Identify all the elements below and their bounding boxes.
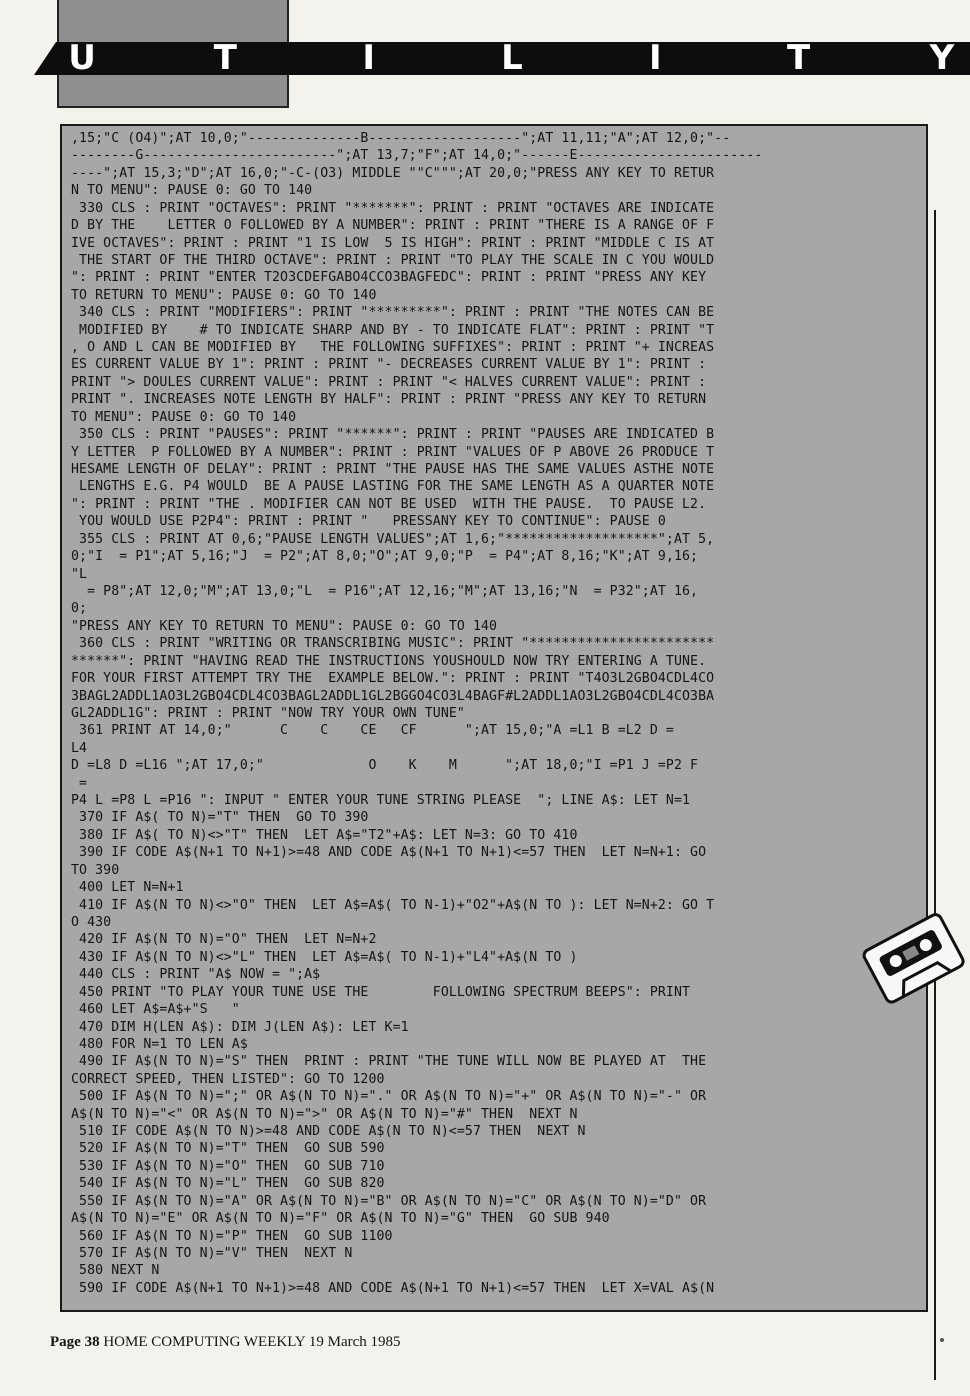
listing-line: TO MENU": PAUSE 0: GO TO 140 (71, 409, 297, 425)
listing-line: 430 IF A$(N TO N)<>"L" THEN LET A$=A$( TO N-1)+"L4"+A$(N TO ) (71, 949, 578, 965)
publication-line: HOME COMPUTING WEEKLY 19 March 1985 (103, 1334, 401, 1350)
listing-line: PRINT "> DOULES CURRENT VALUE": PRINT : PRINT "< HALVES CURRENT VALUE": PRINT : (71, 374, 707, 390)
banner-letter: I (648, 38, 662, 78)
listing-line: L4 (71, 740, 88, 756)
listing-line: 355 CLS : PRINT AT 0,6;"PAUSE LENGTH VALUES";AT 1,6;"*******************";AT 5, (71, 531, 715, 547)
listing-line: ----";AT 15,3;"D";AT 16,0;"-C-(O3) MIDDLE ""C""";AT 20,0;"PRESS ANY KEY TO RETUR (71, 165, 715, 181)
utility-banner-letters (62, 40, 962, 76)
banner-letter: L (501, 38, 523, 78)
listing-line: 450 PRINT "TO PLAY YOUR TUNE USE THE FOLLOWING SPECTRUM BEEPS": PRINT (71, 984, 691, 1000)
listing-line: ": PRINT : PRINT "ENTER T2O3CDEFGABO4CCO3BAGFEDC": PRINT : PRINT "PRESS ANY KEY (71, 270, 707, 286)
listing-line: A$(N TO N)="<" OR A$(N TO N)=">" OR A$(N TO N)="#" THEN NEXT N (71, 1106, 578, 1122)
listing-line: 410 IF A$(N TO N)<>"O" THEN LET A$=A$( TO N-1)+"O2"+A$(N TO ): LET N=N+2: GO T (71, 897, 715, 913)
listing-line: 0;"I = P1";AT 5,16;"J = P2";AT 8,0;"O";AT 9,0;"P = P4";AT 8,16;"K";AT 9,16; (71, 549, 699, 565)
banner-letter: Y (929, 38, 955, 78)
listing-line: 370 IF A$( TO N)="T" THEN GO TO 390 (71, 810, 369, 826)
column-rule (934, 210, 936, 1380)
listing-line: 440 CLS : PRINT "A$ NOW = ";A$ (71, 967, 321, 983)
listing-line: 400 LET N=N+1 (71, 880, 184, 896)
listing-line: 390 IF CODE A$(N+1 TO N+1)>=48 AND CODE A$(N+1 TO N+1)<=57 THEN LET N=N+1: GO (71, 845, 707, 861)
listing-line: 470 DIM H(LEN A$): DIM J(LEN A$): LET K=1 (71, 1019, 409, 1035)
listing-line: HESAME LENGTH OF DELAY": PRINT : PRINT "THE PAUSE HAS THE SAME VALUES ASTHE NOTE (71, 462, 715, 478)
listing-line: 420 IF A$(N TO N)="O" THEN LET N=N+2 (71, 932, 377, 948)
listing-line: D =L8 D =L16 ";AT 17,0;" O K M ";AT 18,0;"I =P1 J =P2 F (71, 758, 699, 774)
listing-line: ******": PRINT "HAVING READ THE INSTRUCTIONS YOUSHOULD NOW TRY ENTERING A TUNE. (71, 653, 707, 669)
listing-line: MODIFIED BY # TO INDICATE SHARP AND BY - TO INDICATE FLAT": PRINT : PRINT "T (71, 322, 715, 338)
listing-line: 560 IF A$(N TO N)="P" THEN GO SUB 1100 (71, 1228, 393, 1244)
listing-line: A$(N TO N)="E" OR A$(N TO N)="F" OR A$(N TO N)="G" THEN GO SUB 940 (71, 1211, 610, 1227)
listing-line: 0; (71, 601, 88, 617)
banner-letter: T (787, 38, 811, 78)
listing-line: 490 IF A$(N TO N)="S" THEN PRINT : PRINT "THE TUNE WILL NOW BE PLAYED AT THE (71, 1054, 707, 1070)
listing-line: 540 IF A$(N TO N)="L" THEN GO SUB 820 (71, 1176, 385, 1192)
listing-line: 350 CLS : PRINT "PAUSES": PRINT "******": PRINT : PRINT "PAUSES ARE INDICATED B (71, 427, 715, 443)
program-listing (60, 124, 928, 1312)
listing-line: O 430 (71, 914, 112, 930)
listing-line: N TO MENU": PAUSE 0: GO TO 140 (71, 183, 313, 199)
listing-line: 590 IF CODE A$(N+1 TO N+1)>=48 AND CODE A$(N+1 TO N+1)<=57 THEN LET X=VAL A$(N (71, 1280, 715, 1296)
listing-line: THE START OF THE THIRD OCTAVE": PRINT : PRINT "TO PLAY THE SCALE IN C YOU WOULD (71, 252, 715, 268)
banner-letter: T (213, 38, 237, 78)
listing-line: 380 IF A$( TO N)<>"T" THEN LET A$="T2"+A$: LET N=3: GO TO 410 (71, 827, 578, 843)
listing-line: 580 NEXT N (71, 1263, 160, 1279)
listing-line: TO RETURN TO MENU": PAUSE 0: GO TO 140 (71, 287, 377, 303)
listing-line: 330 CLS : PRINT "OCTAVES": PRINT "*******": PRINT : PRINT "OCTAVES ARE INDICATE (71, 200, 715, 216)
decorative-dot (940, 1338, 944, 1342)
listing-line: TO 390 (71, 862, 120, 878)
listing-line: 530 IF A$(N TO N)="O" THEN GO SUB 710 (71, 1158, 385, 1174)
listing-line: 520 IF A$(N TO N)="T" THEN GO SUB 590 (71, 1141, 385, 1157)
listing-line: 3BAGL2ADDL1AO3L2GBO4CDL4CO3BAGL2ADDL1GL2BGGO4CO3L4BAGF#L2ADDL1AO3L2GBO4CDL4CO3BA (71, 688, 715, 704)
listing-line: FOR YOUR FIRST ATTEMPT TRY THE EXAMPLE BELOW.": PRINT : PRINT "T4O3L2GBO4CDL4CO (71, 671, 715, 687)
listing-line: "L (71, 566, 88, 582)
listing-line: CORRECT SPEED, THEN LISTED": GO TO 1200 (71, 1071, 385, 1087)
listing-line: 500 IF A$(N TO N)=";" OR A$(N TO N)="." OR A$(N TO N)="+" OR A$(N TO N)="-" OR (71, 1089, 707, 1105)
listing-line: = (71, 775, 88, 791)
page-number: Page 38 (50, 1334, 100, 1350)
listing-line: Y LETTER P FOLLOWED BY A NUMBER": PRINT : PRINT "VALUES OF P ABOVE 26 PRODUCE T (71, 444, 715, 460)
listing-line: 550 IF A$(N TO N)="A" OR A$(N TO N)="B" OR A$(N TO N)="C" OR A$(N TO N)="D" OR (71, 1193, 707, 1209)
listing-line: 480 FOR N=1 TO LEN A$ (71, 1036, 248, 1052)
listing-line: PRINT ". INCREASES NOTE LENGTH BY HALF": PRINT : PRINT "PRESS ANY KEY TO RETURN (71, 392, 707, 408)
listing-line: = P8";AT 12,0;"M";AT 13,0;"L = P16";AT 12,16;"M";AT 13,16;"N = P32";AT 16, (71, 583, 699, 599)
listing-line: 360 CLS : PRINT "WRITING OR TRANSCRIBING MUSIC": PRINT "*********************** (71, 636, 715, 652)
listing-line: 340 CLS : PRINT "MODIFIERS": PRINT "*********": PRINT : PRINT "THE NOTES CAN BE (71, 305, 715, 321)
listing-line: ES CURRENT VALUE BY 1": PRINT : PRINT "- DECREASES CURRENT VALUE BY 1": PRINT : (71, 357, 707, 373)
listing-line: ,15;"C (O4)";AT 10,0;"--------------B-------------------";AT 11,11;"A";AT 12,0;"-- (71, 131, 731, 146)
listing-line: "PRESS ANY KEY TO RETURN TO MENU": PAUSE 0: GO TO 140 (71, 618, 498, 634)
listing-line: P4 L =P8 L =P16 ": INPUT " ENTER YOUR TUNE STRING PLEASE "; LINE A$: LET N=1 (71, 793, 691, 809)
listing-line: 510 IF CODE A$(N TO N)>=48 AND CODE A$(N TO N)<=57 THEN NEXT N (71, 1124, 586, 1140)
listing-line: 361 PRINT AT 14,0;" C C CE CF ";AT 15,0;"A =L1 B =L2 D = (71, 723, 674, 739)
listing-line: ": PRINT : PRINT "THE . MODIFIER CAN NOT BE USED WITH THE PAUSE. TO PAUSE L2. (71, 496, 707, 512)
page-footer (50, 1334, 401, 1351)
listing-line: 570 IF A$(N TO N)="V" THEN NEXT N (71, 1246, 353, 1261)
listing-line: D BY THE LETTER O FOLLOWED BY A NUMBER": PRINT : PRINT "THERE IS A RANGE OF F (71, 218, 715, 234)
listing-line: GL2ADDL1G": PRINT : PRINT "NOW TRY YOUR OWN TUNE" (71, 705, 465, 721)
listing-line: , O AND L CAN BE MODIFIED BY THE FOLLOWING SUFFIXES": PRINT : PRINT "+ INCREAS (71, 340, 715, 356)
listing-line: 460 LET A$=A$+"S " (71, 1002, 240, 1018)
listing-line: IVE OCTAVES": PRINT : PRINT "1 IS LOW 5 IS HIGH": PRINT : PRINT "MIDDLE C IS AT (71, 235, 715, 251)
cassette-icon (862, 905, 968, 1017)
listing-line: --------G------------------------";AT 13,7;"F";AT 14,0;"------E----------------------- (71, 148, 763, 164)
listing-line: LENGTHS E.G. P4 WOULD BE A PAUSE LASTING FOR THE SAME LENGTH AS A QUARTER NOTE (71, 479, 715, 495)
banner-letter: I (362, 38, 375, 78)
banner-letter: U (68, 38, 96, 78)
listing-line: YOU WOULD USE P2P4": PRINT : PRINT " PRESSANY KEY TO CONTINUE": PAUSE 0 (71, 514, 666, 530)
